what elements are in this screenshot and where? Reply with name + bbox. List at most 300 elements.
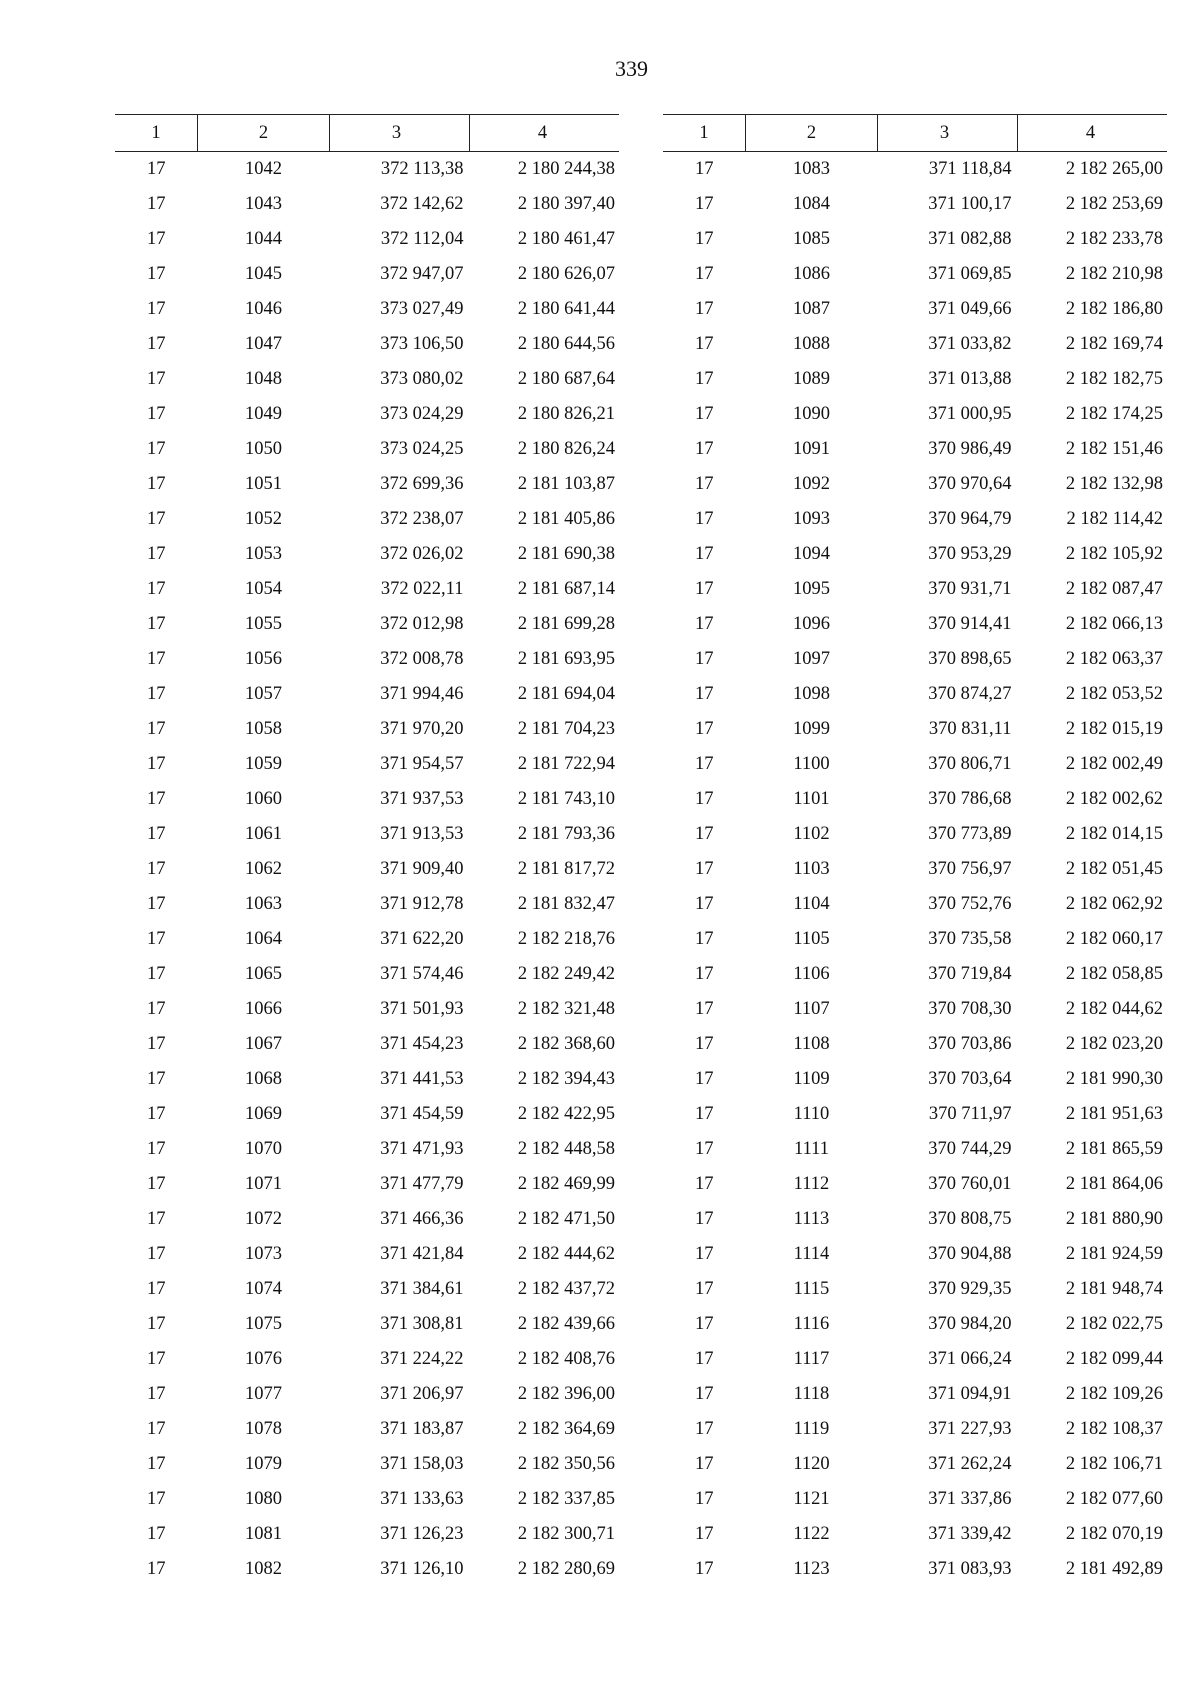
table-row	[663, 187, 1167, 222]
table-cell: 1114	[793, 1244, 830, 1264]
table-cell: 17	[695, 1209, 714, 1229]
table-row	[115, 817, 619, 852]
table-cell: 1100	[793, 754, 830, 774]
table-row	[115, 467, 619, 502]
table-row	[115, 922, 619, 957]
table-cell: 17	[147, 229, 166, 249]
table-cell: 370 808,75	[928, 1209, 1012, 1229]
table-cell: 17	[695, 1454, 714, 1474]
table-cell: 17	[147, 719, 166, 739]
table-cell: 17	[695, 159, 714, 179]
table-cell: 2 181 694,04	[517, 684, 615, 704]
table-cell: 371 337,86	[928, 1489, 1012, 1509]
table-cell: 17	[695, 999, 714, 1019]
table-cell: 371 066,24	[928, 1349, 1012, 1369]
table-cell: 2 181 951,63	[1065, 1104, 1163, 1124]
table-cell: 17	[695, 1349, 714, 1369]
table-cell: 372 113,38	[380, 159, 464, 179]
table-cell: 2 182 364,69	[517, 1419, 615, 1439]
table-cell: 1057	[245, 684, 282, 704]
table-cell: 371 262,24	[928, 1454, 1012, 1474]
table-cell: 1092	[793, 474, 830, 494]
table-cell: 2 182 109,26	[1065, 1384, 1163, 1404]
table-row	[663, 1377, 1167, 1412]
table-cell: 2 182 439,66	[517, 1314, 615, 1334]
table-cell: 372 112,04	[380, 229, 464, 249]
table-cell: 371 471,93	[380, 1139, 464, 1159]
table-cell: 1096	[793, 614, 830, 634]
table-cell: 2 182 408,76	[517, 1349, 615, 1369]
table-row	[115, 432, 619, 467]
table-row	[115, 1132, 619, 1167]
table-cell: 17	[147, 1454, 166, 1474]
table-cell: 2 181 817,72	[517, 859, 615, 879]
table-row	[663, 152, 1167, 188]
table-cell: 17	[147, 999, 166, 1019]
table-cell: 17	[147, 614, 166, 634]
table-cell: 371 069,85	[928, 264, 1012, 284]
table-cell: 1075	[245, 1314, 282, 1334]
table-row	[663, 1342, 1167, 1377]
table-row	[663, 572, 1167, 607]
table-cell: 370 773,89	[928, 824, 1012, 844]
table-cell: 1119	[793, 1419, 830, 1439]
table-cell: 17	[147, 1174, 166, 1194]
table-row	[663, 397, 1167, 432]
table-row	[663, 782, 1167, 817]
table-row	[115, 1552, 619, 1587]
table-cell: 373 027,49	[380, 299, 464, 319]
table-cell: 2 181 880,90	[1065, 1209, 1163, 1229]
table-cell: 2 181 693,95	[517, 649, 615, 669]
table-cell: 2 182 280,69	[517, 1559, 615, 1579]
table-cell: 17	[695, 1069, 714, 1089]
table-cell: 1062	[245, 859, 282, 879]
table-cell: 17	[695, 684, 714, 704]
table-row	[663, 222, 1167, 257]
table-cell: 2 182 014,15	[1065, 824, 1163, 844]
table-cell: 17	[695, 474, 714, 494]
table-cell: 1052	[245, 509, 282, 529]
table-cell: 1101	[793, 789, 830, 809]
table-row	[663, 642, 1167, 677]
table-cell: 2 182 444,62	[517, 1244, 615, 1264]
table-row	[115, 1167, 619, 1202]
column-header: 1	[663, 115, 746, 152]
table-cell: 370 703,86	[928, 1034, 1012, 1054]
table-cell: 371 083,93	[928, 1559, 1012, 1579]
table-cell: 17	[147, 1524, 166, 1544]
table-cell: 17	[695, 824, 714, 844]
table-cell: 17	[695, 859, 714, 879]
table-cell: 1105	[793, 929, 830, 949]
table-cell: 1059	[245, 754, 282, 774]
table-cell: 1077	[245, 1384, 282, 1404]
table-cell: 17	[695, 299, 714, 319]
table-cell: 1110	[793, 1104, 830, 1124]
table-row	[115, 257, 619, 292]
table-row	[663, 1482, 1167, 1517]
table-cell: 2 180 641,44	[517, 299, 615, 319]
table-row	[115, 1062, 619, 1097]
column-header: 3	[330, 115, 470, 152]
table-row	[663, 1517, 1167, 1552]
table-cell: 371 118,84	[928, 159, 1012, 179]
table-cell: 17	[695, 1104, 714, 1124]
table-cell: 1054	[245, 579, 282, 599]
table-cell: 1123	[793, 1559, 830, 1579]
table-cell: 1053	[245, 544, 282, 564]
table-cell: 17	[147, 194, 166, 214]
table-cell: 2 182 422,95	[517, 1104, 615, 1124]
table-cell: 371 183,87	[380, 1419, 464, 1439]
table-cell: 371 501,93	[380, 999, 464, 1019]
table-row	[663, 817, 1167, 852]
table-cell: 2 182 396,00	[517, 1384, 615, 1404]
table-cell: 370 914,41	[928, 614, 1012, 634]
table-cell: 371 126,10	[380, 1559, 464, 1579]
table-cell: 371 224,22	[380, 1349, 464, 1369]
table-cell: 17	[147, 754, 166, 774]
table-cell: 2 182 394,43	[517, 1069, 615, 1089]
table-row	[663, 1237, 1167, 1272]
table-cell: 371 126,23	[380, 1524, 464, 1544]
table-row	[663, 1062, 1167, 1097]
table-cell: 2 182 066,13	[1065, 614, 1163, 634]
table-row	[115, 712, 619, 747]
table-cell: 17	[695, 789, 714, 809]
table-cell: 17	[147, 1314, 166, 1334]
table-cell: 372 026,02	[380, 544, 464, 564]
table-cell: 1086	[793, 264, 830, 284]
table-cell: 17	[147, 1559, 166, 1579]
table-cell: 17	[695, 264, 714, 284]
table-cell: 372 008,78	[380, 649, 464, 669]
table-cell: 1066	[245, 999, 282, 1019]
table-row	[115, 992, 619, 1027]
table-row	[663, 327, 1167, 362]
table-cell: 17	[147, 334, 166, 354]
table-cell: 1074	[245, 1279, 282, 1299]
table-cell: 370 831,11	[928, 719, 1012, 739]
table-cell: 1094	[793, 544, 830, 564]
table-cell: 2 181 687,14	[517, 579, 615, 599]
table-cell: 1118	[793, 1384, 830, 1404]
table-cell: 1087	[793, 299, 830, 319]
table-cell: 17	[147, 1244, 166, 1264]
table-cell: 17	[147, 474, 166, 494]
table-cell: 2 182 321,48	[517, 999, 615, 1019]
table-cell: 17	[147, 894, 166, 914]
table-row	[663, 1412, 1167, 1447]
table-cell: 1116	[793, 1314, 830, 1334]
table-cell: 371 913,53	[380, 824, 464, 844]
table-cell: 371 574,46	[380, 964, 464, 984]
table-cell: 373 024,29	[380, 404, 464, 424]
table-cell: 1043	[245, 194, 282, 214]
table-cell: 2 182 233,78	[1065, 229, 1163, 249]
table-cell: 370 786,68	[928, 789, 1012, 809]
table-cell: 2 182 350,56	[517, 1454, 615, 1474]
table-cell: 17	[695, 719, 714, 739]
table-cell: 17	[695, 1314, 714, 1334]
table-cell: 2 182 099,44	[1065, 1349, 1163, 1369]
table-cell: 371 308,81	[380, 1314, 464, 1334]
coordinates-table-left	[115, 114, 619, 1587]
table-cell: 2 182 337,85	[517, 1489, 615, 1509]
table-row	[115, 1272, 619, 1307]
table-cell: 1078	[245, 1419, 282, 1439]
table-cell: 2 182 070,19	[1065, 1524, 1163, 1544]
table-cell: 370 986,49	[928, 439, 1012, 459]
table-cell: 17	[147, 1209, 166, 1229]
table-cell: 371 100,17	[928, 194, 1012, 214]
table-cell: 2 182 087,47	[1065, 579, 1163, 599]
table-cell: 370 874,27	[928, 684, 1012, 704]
table-cell: 17	[147, 824, 166, 844]
table-cell: 2 182 265,00	[1065, 159, 1163, 179]
table-cell: 2 180 397,40	[517, 194, 615, 214]
table-cell: 1048	[245, 369, 282, 389]
table-cell: 1067	[245, 1034, 282, 1054]
table-row	[115, 642, 619, 677]
table-cell: 371 909,40	[380, 859, 464, 879]
table-row	[663, 1027, 1167, 1062]
table-cell: 371 454,23	[380, 1034, 464, 1054]
table-row	[115, 1482, 619, 1517]
table-cell: 1120	[793, 1454, 830, 1474]
table-row	[663, 747, 1167, 782]
table-cell: 17	[695, 544, 714, 564]
table-cell: 2 182 253,69	[1065, 194, 1163, 214]
table-cell: 1046	[245, 299, 282, 319]
table-cell: 1073	[245, 1244, 282, 1264]
table-cell: 17	[695, 1034, 714, 1054]
table-cell: 1070	[245, 1139, 282, 1159]
table-row	[663, 957, 1167, 992]
table-header-row	[115, 115, 619, 152]
table-cell: 371 912,78	[380, 894, 464, 914]
table-row	[663, 502, 1167, 537]
table-cell: 17	[695, 1139, 714, 1159]
table-cell: 2 182 368,60	[517, 1034, 615, 1054]
table-cell: 373 106,50	[380, 334, 464, 354]
table-cell: 17	[147, 649, 166, 669]
table-cell: 2 182 022,75	[1065, 1314, 1163, 1334]
table-row	[115, 327, 619, 362]
table-cell: 1080	[245, 1489, 282, 1509]
table-cell: 2 181 793,36	[517, 824, 615, 844]
table-cell: 17	[695, 229, 714, 249]
table-cell: 2 180 826,21	[517, 404, 615, 424]
table-cell: 1109	[793, 1069, 830, 1089]
table-cell: 1099	[793, 719, 830, 739]
table-cell: 371 477,79	[380, 1174, 464, 1194]
table-row	[663, 922, 1167, 957]
table-cell: 370 898,65	[928, 649, 1012, 669]
table-cell: 1121	[793, 1489, 830, 1509]
table-cell: 370 760,01	[928, 1174, 1012, 1194]
table-cell: 370 806,71	[928, 754, 1012, 774]
table-row	[115, 1097, 619, 1132]
table-cell: 1051	[245, 474, 282, 494]
table-cell: 17	[695, 369, 714, 389]
table-cell: 1050	[245, 439, 282, 459]
table-cell: 370 970,64	[928, 474, 1012, 494]
table-row	[115, 852, 619, 887]
table-cell: 1091	[793, 439, 830, 459]
table-cell: 1064	[245, 929, 282, 949]
table-cell: 17	[147, 929, 166, 949]
table-cell: 17	[147, 1139, 166, 1159]
table-cell: 17	[695, 614, 714, 634]
table-cell: 2 182 106,71	[1065, 1454, 1163, 1474]
table-cell: 1063	[245, 894, 282, 914]
table-row	[115, 502, 619, 537]
table-cell: 1093	[793, 509, 830, 529]
table-cell: 1081	[245, 1524, 282, 1544]
table-cell: 371 013,88	[928, 369, 1012, 389]
table-cell: 2 182 182,75	[1065, 369, 1163, 389]
table-row	[663, 677, 1167, 712]
table-cell: 371 133,63	[380, 1489, 464, 1509]
table-cell: 2 181 743,10	[517, 789, 615, 809]
table-cell: 1095	[793, 579, 830, 599]
table-cell: 2 181 405,86	[517, 509, 615, 529]
table-cell: 370 984,20	[928, 1314, 1012, 1334]
table-row	[115, 1237, 619, 1272]
table-cell: 1112	[793, 1174, 830, 1194]
table-row	[115, 362, 619, 397]
table-cell: 371 339,42	[928, 1524, 1012, 1544]
table-cell: 370 711,97	[928, 1104, 1012, 1124]
table-cell: 1111	[794, 1139, 829, 1159]
table-cell: 1058	[245, 719, 282, 739]
table-cell: 1117	[793, 1349, 830, 1369]
table-cell: 371 954,57	[380, 754, 464, 774]
table-cell: 17	[147, 1069, 166, 1089]
table-cell: 370 964,79	[928, 509, 1012, 529]
table-row	[663, 992, 1167, 1027]
table-cell: 370 904,88	[928, 1244, 1012, 1264]
table-cell: 2 180 644,56	[517, 334, 615, 354]
table-cell: 17	[695, 1244, 714, 1264]
table-cell: 2 182 023,20	[1065, 1034, 1163, 1054]
table-cell: 2 180 626,07	[517, 264, 615, 284]
table-cell: 17	[695, 509, 714, 529]
table-cell: 1085	[793, 229, 830, 249]
table-cell: 371 000,95	[928, 404, 1012, 424]
table-cell: 372 947,07	[380, 264, 464, 284]
table-row	[115, 957, 619, 992]
table-cell: 17	[147, 159, 166, 179]
table-row	[115, 1447, 619, 1482]
table-cell: 17	[695, 194, 714, 214]
table-cell: 1072	[245, 1209, 282, 1229]
table-cell: 17	[695, 894, 714, 914]
table-cell: 1104	[793, 894, 830, 914]
table-cell: 371 049,66	[928, 299, 1012, 319]
table-cell: 2 182 469,99	[517, 1174, 615, 1194]
table-cell: 17	[147, 1034, 166, 1054]
table-cell: 17	[147, 509, 166, 529]
table-row	[663, 1272, 1167, 1307]
table-row	[115, 1027, 619, 1062]
coordinates-table-right	[663, 114, 1167, 1587]
table-cell: 2 182 002,49	[1065, 754, 1163, 774]
table-cell: 17	[147, 439, 166, 459]
table-cell: 17	[147, 264, 166, 284]
table-cell: 17	[147, 1489, 166, 1509]
table-cell: 2 182 051,45	[1065, 859, 1163, 879]
table-cell: 1076	[245, 1349, 282, 1369]
table-cell: 2 181 990,30	[1065, 1069, 1163, 1089]
table-cell: 1045	[245, 264, 282, 284]
table-row	[663, 852, 1167, 887]
table-cell: 371 466,36	[380, 1209, 464, 1229]
table-row	[663, 362, 1167, 397]
table-cell: 371 421,84	[380, 1244, 464, 1264]
table-cell: 17	[147, 1419, 166, 1439]
table-cell: 2 181 690,38	[517, 544, 615, 564]
table-cell: 1079	[245, 1454, 282, 1474]
table-cell: 1108	[793, 1034, 830, 1054]
table-cell: 2 181 924,59	[1065, 1244, 1163, 1264]
table-cell: 17	[695, 404, 714, 424]
table-cell: 370 929,35	[928, 1279, 1012, 1299]
table-cell: 2 181 864,06	[1065, 1174, 1163, 1194]
table-cell: 17	[147, 404, 166, 424]
table-row	[663, 712, 1167, 747]
column-header: 2	[746, 115, 878, 152]
table-cell: 17	[695, 1489, 714, 1509]
table-cell: 372 699,36	[380, 474, 464, 494]
table-cell: 371 441,53	[380, 1069, 464, 1089]
table-row	[115, 187, 619, 222]
table-cell: 2 181 865,59	[1065, 1139, 1163, 1159]
table-cell: 2 182 132,98	[1065, 474, 1163, 494]
table-cell: 370 756,97	[928, 859, 1012, 879]
table-row	[115, 677, 619, 712]
table-cell: 2 182 060,17	[1065, 929, 1163, 949]
table-cell: 371 970,20	[380, 719, 464, 739]
table-cell: 17	[147, 369, 166, 389]
table-cell: 370 953,29	[928, 544, 1012, 564]
table-cell: 1082	[245, 1559, 282, 1579]
table-cell: 2 180 244,38	[517, 159, 615, 179]
table-header-row	[663, 115, 1167, 152]
table-cell: 1047	[245, 334, 282, 354]
table-cell: 2 181 832,47	[517, 894, 615, 914]
table-row	[663, 1307, 1167, 1342]
table-row	[115, 292, 619, 327]
table-cell: 372 022,11	[380, 579, 464, 599]
table-cell: 1042	[245, 159, 282, 179]
table-cell: 371 227,93	[928, 1419, 1012, 1439]
table-cell: 1102	[793, 824, 830, 844]
table-cell: 370 719,84	[928, 964, 1012, 984]
table-row	[115, 1412, 619, 1447]
table-cell: 17	[695, 334, 714, 354]
table-row	[663, 887, 1167, 922]
table-row	[663, 1167, 1167, 1202]
table-cell: 17	[147, 299, 166, 319]
table-cell: 17	[695, 1524, 714, 1544]
table-row	[115, 1342, 619, 1377]
table-row	[115, 607, 619, 642]
column-header: 1	[115, 115, 198, 152]
table-cell: 1107	[793, 999, 830, 1019]
